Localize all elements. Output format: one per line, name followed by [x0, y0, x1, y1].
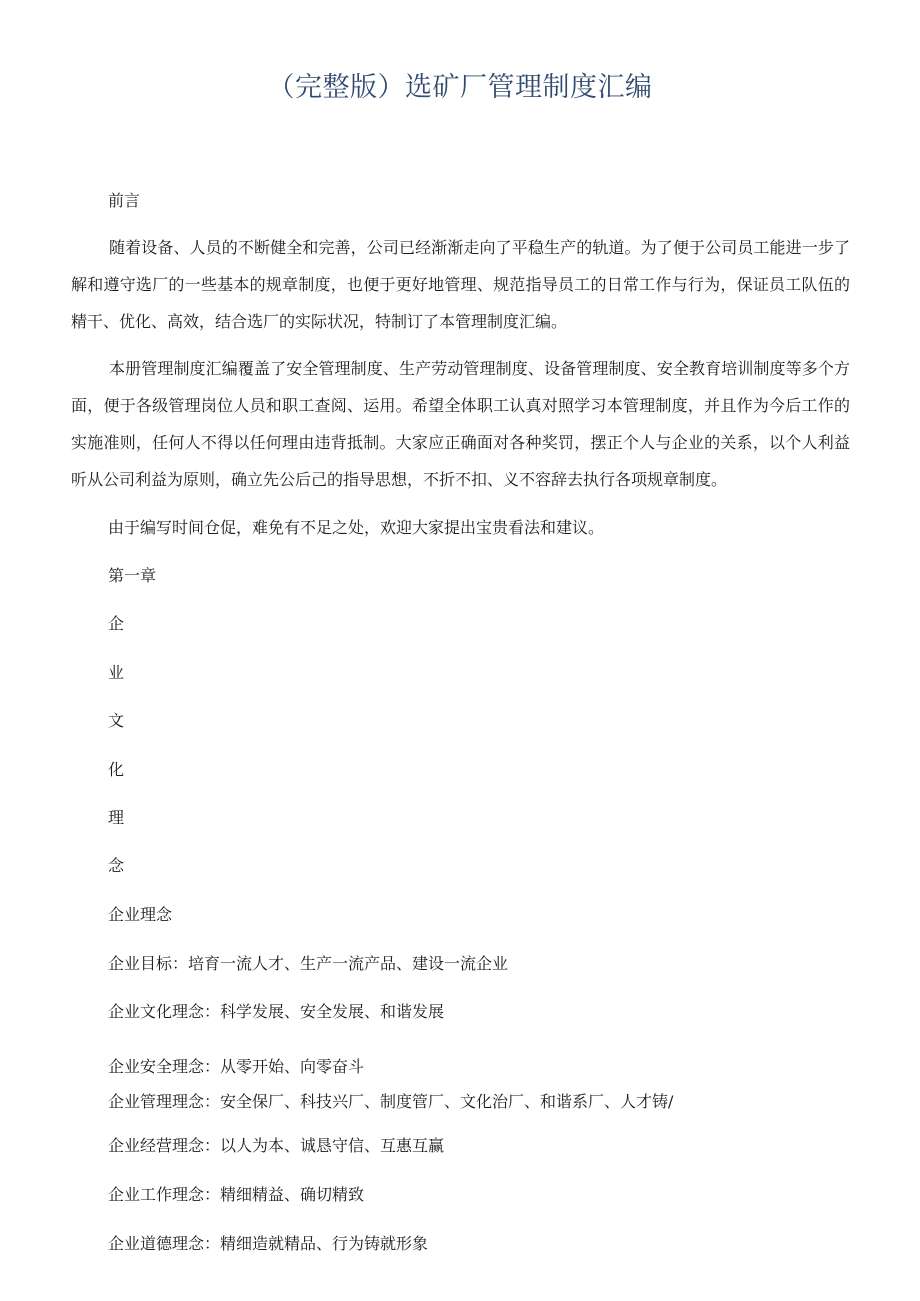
- chapter-title-char: 念: [108, 856, 125, 875]
- preface-paragraph-2: 本册管理制度汇编覆盖了安全管理制度、生产劳动管理制度、设备管理制度、安全教育培训制度等多个方面，便于各级管理岗位人员和职工查阅、运用。希望全体职工认真对照学习本管理制度，并且作为今后工作的实施准则，任何人不得以任何理由违背抵制。大家应正确面对各种奖罚，摆正个人与企业的关系，以个人利益听从公司利益为原则，确立先公后己的指导思想，不折不扣、义不容辞去执行各项规章制度。: [71, 359, 850, 489]
- concept-line: 企业管理理念：安全保厂、科技兴厂、制度管厂、文化治厂、和谐系厂、人才铸/: [108, 1092, 674, 1111]
- chapter-title-char: 文: [108, 711, 125, 730]
- preface-heading: 前言: [108, 191, 141, 210]
- chapter-title-char: 化: [108, 760, 125, 779]
- concept-line: 企业工作理念：精细精益、确切精致: [108, 1185, 365, 1204]
- concept-line: 企业目标：培育一流人才、生产一流产品、建设一流企业: [108, 954, 509, 973]
- section-heading: 企业理念: [108, 905, 173, 924]
- chapter-title-char: 业: [108, 663, 125, 682]
- preface-paragraph-1: 随着设备、人员的不断健全和完善，公司已经渐渐走向了平稳生产的轨道。为了便于公司员工能进一步了解和遵守选厂的一些基本的规章制度，也便于更好地管理、规范指导员工的日常工作与行为，保证员工队伍的精干、优化、高效，结合选厂的实际状况，特制订了本管理制度汇编。: [71, 238, 850, 331]
- concept-line: 企业道德理念：精细造就精品、行为铸就形象: [108, 1234, 429, 1253]
- concept-line: 企业安全理念：从零开始、向零奋斗: [108, 1057, 365, 1076]
- chapter-title-char: 理: [108, 808, 125, 827]
- chapter-label: 第一章: [108, 566, 157, 585]
- chapter-title-char: 企: [108, 614, 125, 633]
- preface-closing-line: 由于编写时间仓促，难免有不足之处，欢迎大家提出宝贵看法和建议。: [108, 518, 605, 537]
- concept-line: 企业文化理念：科学发展、安全发展、和谐发展: [108, 1002, 445, 1021]
- concept-line: 企业经营理念：以人为本、诚恳守信、互惠互赢: [108, 1136, 445, 1155]
- document-title: （完整版）选矿厂管理制度汇编: [267, 72, 653, 103]
